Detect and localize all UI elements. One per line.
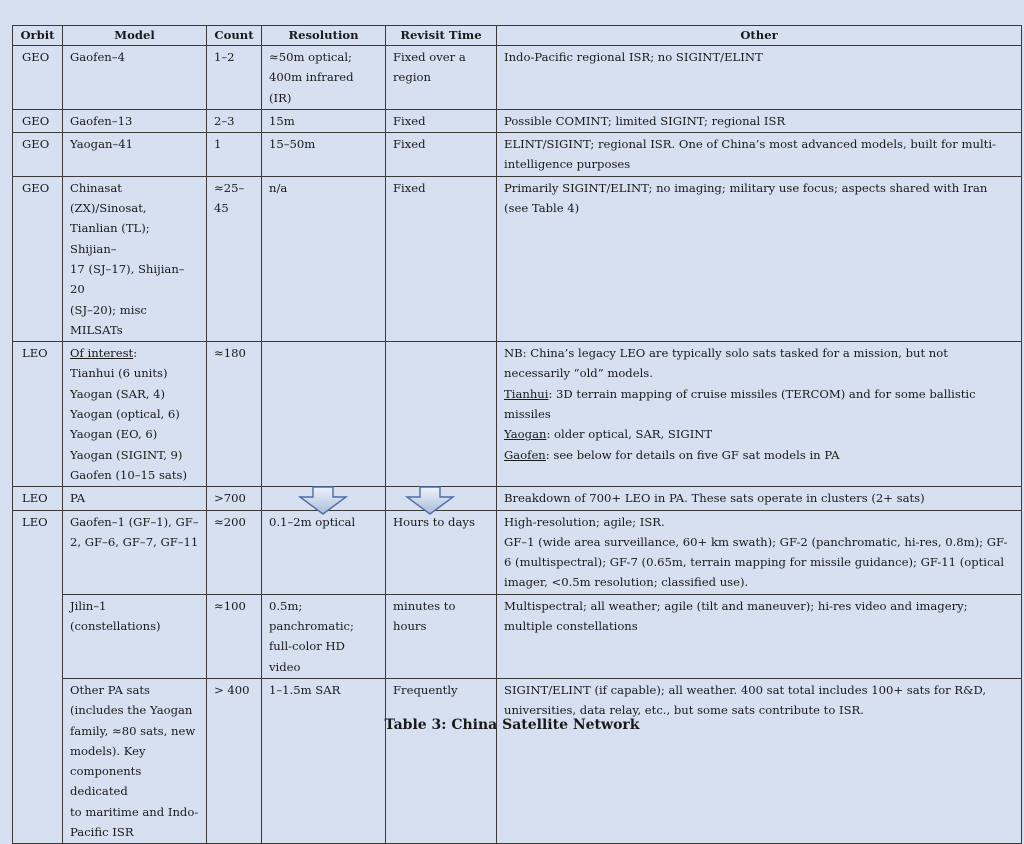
of-interest-heading <box>70 343 199 363</box>
cell-model <box>63 342 207 487</box>
model-line: (SJ–20); misc MILSATs <box>70 302 147 337</box>
down-arrow-icon <box>405 486 455 516</box>
yaogan-note <box>504 424 1014 444</box>
resolution-line: 15m <box>269 113 295 128</box>
cell-orbit: LEO <box>13 487 63 510</box>
model-line: (includes the Yaogan <box>70 703 193 718</box>
cell-orbit: GEO <box>13 46 63 110</box>
model-line: Yaogan (EO, 6) <box>70 427 158 442</box>
cell-resolution <box>262 594 386 678</box>
revisit-line: minutes to <box>393 598 456 613</box>
cell-count: 1 <box>207 133 262 177</box>
cell-model <box>63 46 207 110</box>
header-row <box>13 26 1022 46</box>
cell-model <box>63 678 207 843</box>
gaofen-note <box>504 445 1014 465</box>
cell-other: Breakdown of 700+ LEO in PA. These sats operate in clusters (2+ sats) <box>497 487 1022 510</box>
cell-other: Multispectral; all weather; agile (tilt and maneuver); hi-res video and imagery; multiple constellations <box>497 594 1022 678</box>
nb-note: NB: China’s legacy LEO are typically solo sats tasked for a mission, but not necessarily “old” models. <box>504 346 948 381</box>
tianhui-label: Tianhui <box>504 386 549 401</box>
resolution-line: panchromatic; <box>269 619 354 634</box>
model-line: Yaogan–41 <box>70 137 133 152</box>
cell-orbit: LEO <box>13 510 63 844</box>
cell-other <box>497 510 1022 594</box>
model-line: Gaofen–1 (GF–1), GF– <box>70 514 199 529</box>
of-interest-label: Of interest <box>70 346 134 361</box>
tianhui-note <box>504 384 1014 425</box>
cell-orbit: GEO <box>13 109 63 132</box>
revisit-line: Hours to days <box>393 514 475 529</box>
revisit-line: region <box>393 70 431 85</box>
yaogan-label: Yaogan <box>504 427 547 442</box>
cell-resolution <box>262 510 386 594</box>
cell-revisit <box>386 109 497 132</box>
model-line: to maritime and Indo- <box>70 804 199 819</box>
model-line: Tianlian (TL); Shijian– <box>70 221 150 256</box>
cell-revisit <box>386 133 497 177</box>
table-row <box>13 176 1022 341</box>
cell-count: ≈180 <box>207 342 262 487</box>
cell-model <box>63 487 207 510</box>
cell-orbit: GEO <box>13 133 63 177</box>
cell-count: ≈200 <box>207 510 262 594</box>
resolution-line: full-color HD video <box>269 639 345 674</box>
model-line: Chinasat (ZX)/Sinosat, <box>70 180 147 216</box>
cell-model <box>63 176 207 341</box>
table-row <box>13 678 1022 843</box>
resolution-line: 1–1.5m SAR <box>269 682 341 697</box>
table-row <box>13 109 1022 132</box>
model-line: components dedicated <box>70 764 142 799</box>
yaogan-text: : older optical, SAR, SIGINT <box>546 427 713 442</box>
cell-other: Indo-Pacific regional ISR; no SIGINT/ELINT <box>497 46 1022 110</box>
table-row <box>13 510 1022 594</box>
model-line: Tianhui (6 units) <box>70 366 168 381</box>
header-resolution: Resolution <box>262 26 386 46</box>
model-line: models). Key <box>70 743 146 758</box>
cell-resolution <box>262 133 386 177</box>
table-row <box>13 487 1022 510</box>
model-line: Gaofen–4 <box>70 50 125 64</box>
cell-resolution <box>262 678 386 843</box>
cell-count: 2–3 <box>207 109 262 132</box>
cell-revisit <box>386 487 497 510</box>
cell-other: ELINT/SIGINT; regional ISR. One of China’s most advanced models, built for multi-intelligence purposes <box>497 133 1022 177</box>
cell-revisit <box>386 46 497 110</box>
cell-resolution <box>262 487 386 510</box>
down-arrow-icon <box>298 486 348 516</box>
cell-resolution <box>262 342 386 487</box>
cell-revisit <box>386 342 497 487</box>
model-line: PA <box>70 491 86 506</box>
gaofen-text: : see below for details on five GF sat models in PA <box>545 447 840 462</box>
cell-count: > 400 <box>207 678 262 843</box>
cell-other: SIGINT/ELINT (if capable); all weather. 400 sat total includes 100+ sats for R&D, universities, data relay, etc., but some sats contribute to ISR. <box>497 678 1022 843</box>
resolution-line: 400m infrared (IR) <box>269 70 354 105</box>
resolution-line: ≈50m optical; <box>269 50 352 64</box>
model-line: 17 (SJ–17), Shijian–20 <box>70 261 185 297</box>
cell-other <box>497 342 1022 487</box>
cell-resolution <box>262 176 386 341</box>
revisit-line: Fixed <box>393 113 426 128</box>
table-caption: Table 3: China Satellite Network <box>384 717 640 733</box>
header-other: Other <box>497 26 1022 46</box>
model-line: Pacific ISR <box>70 824 134 839</box>
model-line: Gaofen (10–15 sats) <box>70 467 187 482</box>
cell-other: Possible COMINT; limited SIGINT; regional ISR <box>497 109 1022 132</box>
model-line: Other PA sats <box>70 682 150 697</box>
cell-model <box>63 133 207 177</box>
revisit-line: hours <box>393 619 427 634</box>
cell-count: ≈100 <box>207 594 262 678</box>
resolution-line: 15–50m <box>269 137 316 152</box>
other-line: High-resolution; agile; ISR. <box>504 514 665 529</box>
cell-revisit <box>386 678 497 843</box>
header-model: Model <box>63 26 207 46</box>
tianhui-text: : 3D terrain mapping of cruise missiles (TERCOM) and for some ballistic missiles <box>504 386 976 422</box>
cell-model <box>63 594 207 678</box>
cell-revisit <box>386 594 497 678</box>
cell-count: 1–2 <box>207 46 262 110</box>
model-line: Yaogan (SIGINT, 9) <box>70 447 183 462</box>
of-interest-colon: : <box>133 346 138 361</box>
cell-orbit: LEO <box>13 342 63 487</box>
model-line: Yaogan (SAR, 4) <box>70 386 165 401</box>
table-row <box>13 46 1022 110</box>
model-line: Gaofen–13 <box>70 113 133 128</box>
resolution-line: n/a <box>269 180 288 195</box>
model-line: Yaogan (optical, 6) <box>70 407 180 422</box>
revisit-line: Fixed over a <box>393 50 466 64</box>
header-count: Count <box>207 26 262 46</box>
cell-resolution <box>262 46 386 110</box>
header-orbit: Orbit <box>13 26 63 46</box>
revisit-line: Fixed <box>393 137 426 152</box>
table-row <box>13 594 1022 678</box>
cell-model <box>63 109 207 132</box>
cell-other: Primarily SIGINT/ELINT; no imaging; military use focus; aspects shared with Iran (see Table 4) <box>497 176 1022 341</box>
table-row <box>13 342 1022 487</box>
revisit-line: Fixed <box>393 180 426 195</box>
table-row <box>13 133 1022 177</box>
model-line: family, ≈80 sats, new <box>70 723 196 738</box>
cell-orbit: GEO <box>13 176 63 341</box>
cell-revisit <box>386 510 497 594</box>
cell-revisit <box>386 176 497 341</box>
cell-count: >700 <box>207 487 262 510</box>
header-revisit-time: Revisit Time <box>386 26 497 46</box>
model-line: Jilin–1 (constellations) <box>70 598 161 634</box>
cell-resolution <box>262 109 386 132</box>
revisit-line: Frequently <box>393 682 458 697</box>
cell-count: ≈25–45 <box>207 176 262 341</box>
other-line: GF–1 (wide area surveillance, 60+ km swath); GF-2 (panchromatic, hi-res, 0.8m); GF-6 (multispectral); GF-7 (0.65m, terrain mapping for missile guidance); GF-11 (optical imager, <0.5m resolution; classified use). <box>504 534 1008 590</box>
gaofen-label: Gaofen <box>504 447 546 462</box>
resolution-line: 0.1–2m optical <box>269 514 356 529</box>
resolution-line: 0.5m; <box>269 598 303 613</box>
model-line: 2, GF–6, GF–7, GF–11 <box>70 534 199 549</box>
cell-model <box>63 510 207 594</box>
